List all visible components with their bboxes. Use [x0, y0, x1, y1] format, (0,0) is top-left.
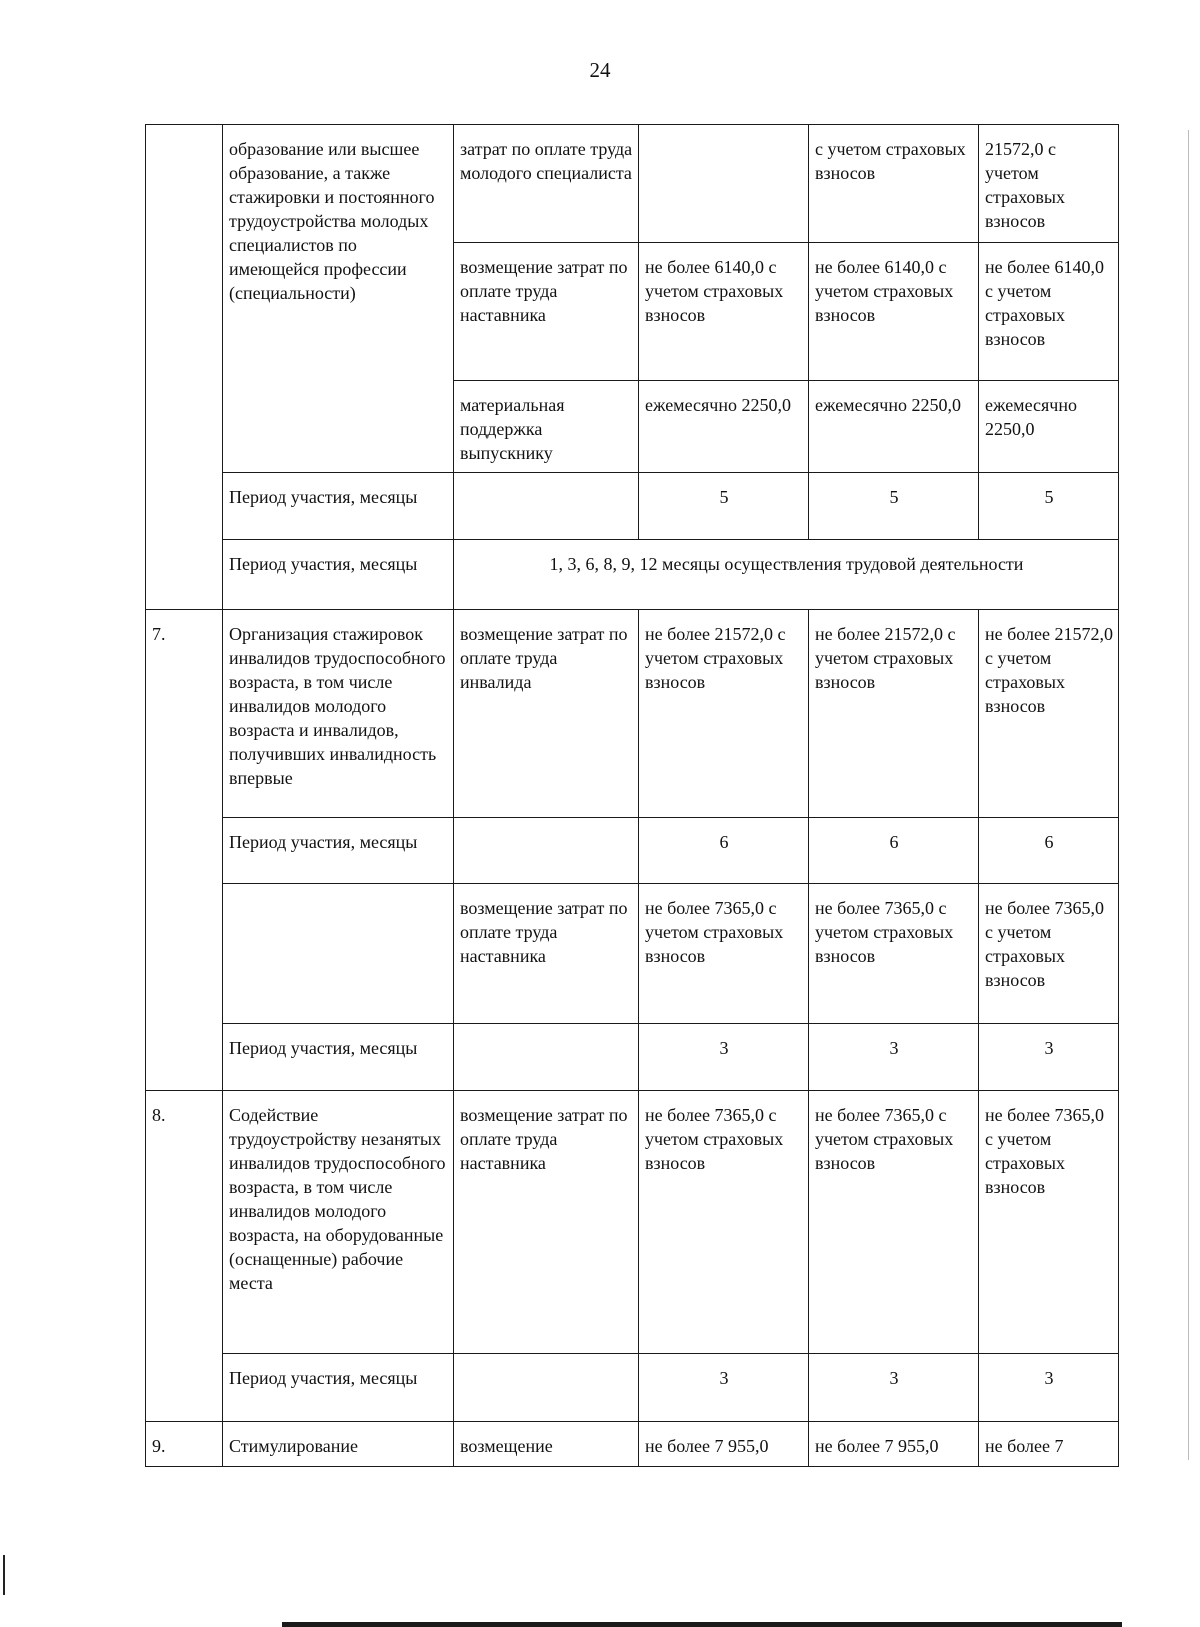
measure-cell: возмещение — [454, 1422, 639, 1467]
table-row — [146, 610, 1119, 818]
category-cell: Содействие трудоустройству незанятых инвалидов трудоспособного возраста, в том числе инвалидов молодого возраста, на оборудованные (оснащенные) рабочие места — [223, 1091, 454, 1354]
amount-cell: не более 21572,0 с учетом страховых взносов — [979, 610, 1119, 818]
table-row — [146, 540, 1119, 610]
measures-table — [145, 124, 1119, 1467]
period-label: Период участия, месяцы — [223, 1354, 454, 1422]
table-row — [146, 125, 1119, 243]
period-value: 3 — [979, 1024, 1119, 1091]
measure-cell: материальная поддержка выпускнику — [454, 381, 639, 473]
table-row — [146, 1422, 1119, 1467]
period-label: Период участия, месяцы — [223, 1024, 454, 1091]
measure-cell: возмещение затрат по оплате труда наставника — [454, 243, 639, 381]
category-cell — [223, 884, 454, 1024]
period-label: Период участия, месяцы — [223, 473, 454, 540]
table-row — [146, 473, 1119, 540]
table-row — [146, 1091, 1119, 1354]
period-label: Период участия, месяцы — [223, 818, 454, 884]
scan-bottom-rule — [282, 1622, 1122, 1627]
amount-cell: не более 21572,0 с учетом страховых взносов — [809, 610, 979, 818]
measure-cell: возмещение затрат по оплате труда наставника — [454, 1091, 639, 1354]
item-number: 9. — [146, 1422, 223, 1467]
measure-cell: возмещение затрат по оплате труда инвалида — [454, 610, 639, 818]
amount-cell: не более 7365,0 с учетом страховых взносов — [979, 1091, 1119, 1354]
measure-cell — [454, 1354, 639, 1422]
period-value: 3 — [639, 1024, 809, 1091]
period-merged-cell: 1, 3, 6, 8, 9, 12 месяцы осуществления трудовой деятельности — [454, 540, 1119, 610]
amount-cell: не более 21572,0 с учетом страховых взносов — [639, 610, 809, 818]
amount-cell: не более 7365,0 с учетом страховых взносов — [979, 884, 1119, 1024]
amount-cell: не более 7 — [979, 1422, 1119, 1467]
item-number: 8. — [146, 1091, 223, 1422]
measure-cell — [454, 473, 639, 540]
period-value: 3 — [809, 1024, 979, 1091]
period-value: 5 — [639, 473, 809, 540]
amount-cell: ежемесячно 2250,0 — [809, 381, 979, 473]
period-value: 3 — [979, 1354, 1119, 1422]
amount-cell: не более 7 955,0 — [809, 1422, 979, 1467]
amount-cell: 21572,0 с учетом страховых взносов — [979, 125, 1119, 243]
category-cell: Стимулирование — [223, 1422, 454, 1467]
amount-cell: не более 7365,0 с учетом страховых взносов — [809, 1091, 979, 1354]
amount-cell: не более 7 955,0 — [639, 1422, 809, 1467]
period-value: 6 — [979, 818, 1119, 884]
category-cell: Организация стажировок инвалидов трудоспособного возраста, в том числе инвалидов молодого возраста и инвалидов, получивших инвалидность впервые — [223, 610, 454, 818]
measure-cell: затрат по оплате труда молодого специалиста — [454, 125, 639, 243]
period-value: 3 — [809, 1354, 979, 1422]
amount-cell: ежемесячно 2250,0 — [979, 381, 1119, 473]
period-value: 6 — [639, 818, 809, 884]
item-number: 7. — [146, 610, 223, 1091]
table-row — [146, 818, 1119, 884]
table-row — [146, 884, 1119, 1024]
period-value: 5 — [809, 473, 979, 540]
table-row — [146, 1024, 1119, 1091]
category-cell: образование или высшее образование, а также стажировки и постоянного трудоустройства молодых специалистов по имеющейся профессии (специальности) — [223, 125, 454, 473]
period-value: 3 — [639, 1354, 809, 1422]
measure-cell — [454, 1024, 639, 1091]
amount-cell: не более 6140,0 с учетом страховых взносов — [979, 243, 1119, 381]
page-number: 24 — [589, 58, 611, 82]
amount-cell: не более 6140,0 с учетом страховых взносов — [809, 243, 979, 381]
amount-cell: с учетом страховых взносов — [809, 125, 979, 243]
item-number-cell — [146, 125, 223, 610]
period-value: 5 — [979, 473, 1119, 540]
period-value: 6 — [809, 818, 979, 884]
amount-cell: не более 7365,0 с учетом страховых взносов — [639, 884, 809, 1024]
table-row — [146, 1354, 1119, 1422]
measure-cell: возмещение затрат по оплате труда наставника — [454, 884, 639, 1024]
amount-cell: не более 7365,0 с учетом страховых взносов — [809, 884, 979, 1024]
scan-margin-mark — [3, 1555, 5, 1595]
amount-cell — [639, 125, 809, 243]
scan-edge-line — [1188, 130, 1189, 1460]
amount-cell: не более 7365,0 с учетом страховых взносов — [639, 1091, 809, 1354]
measure-cell — [454, 818, 639, 884]
amount-cell: ежемесячно 2250,0 — [639, 381, 809, 473]
period-label: Период участия, месяцы — [223, 540, 454, 610]
amount-cell: не более 6140,0 с учетом страховых взносов — [639, 243, 809, 381]
